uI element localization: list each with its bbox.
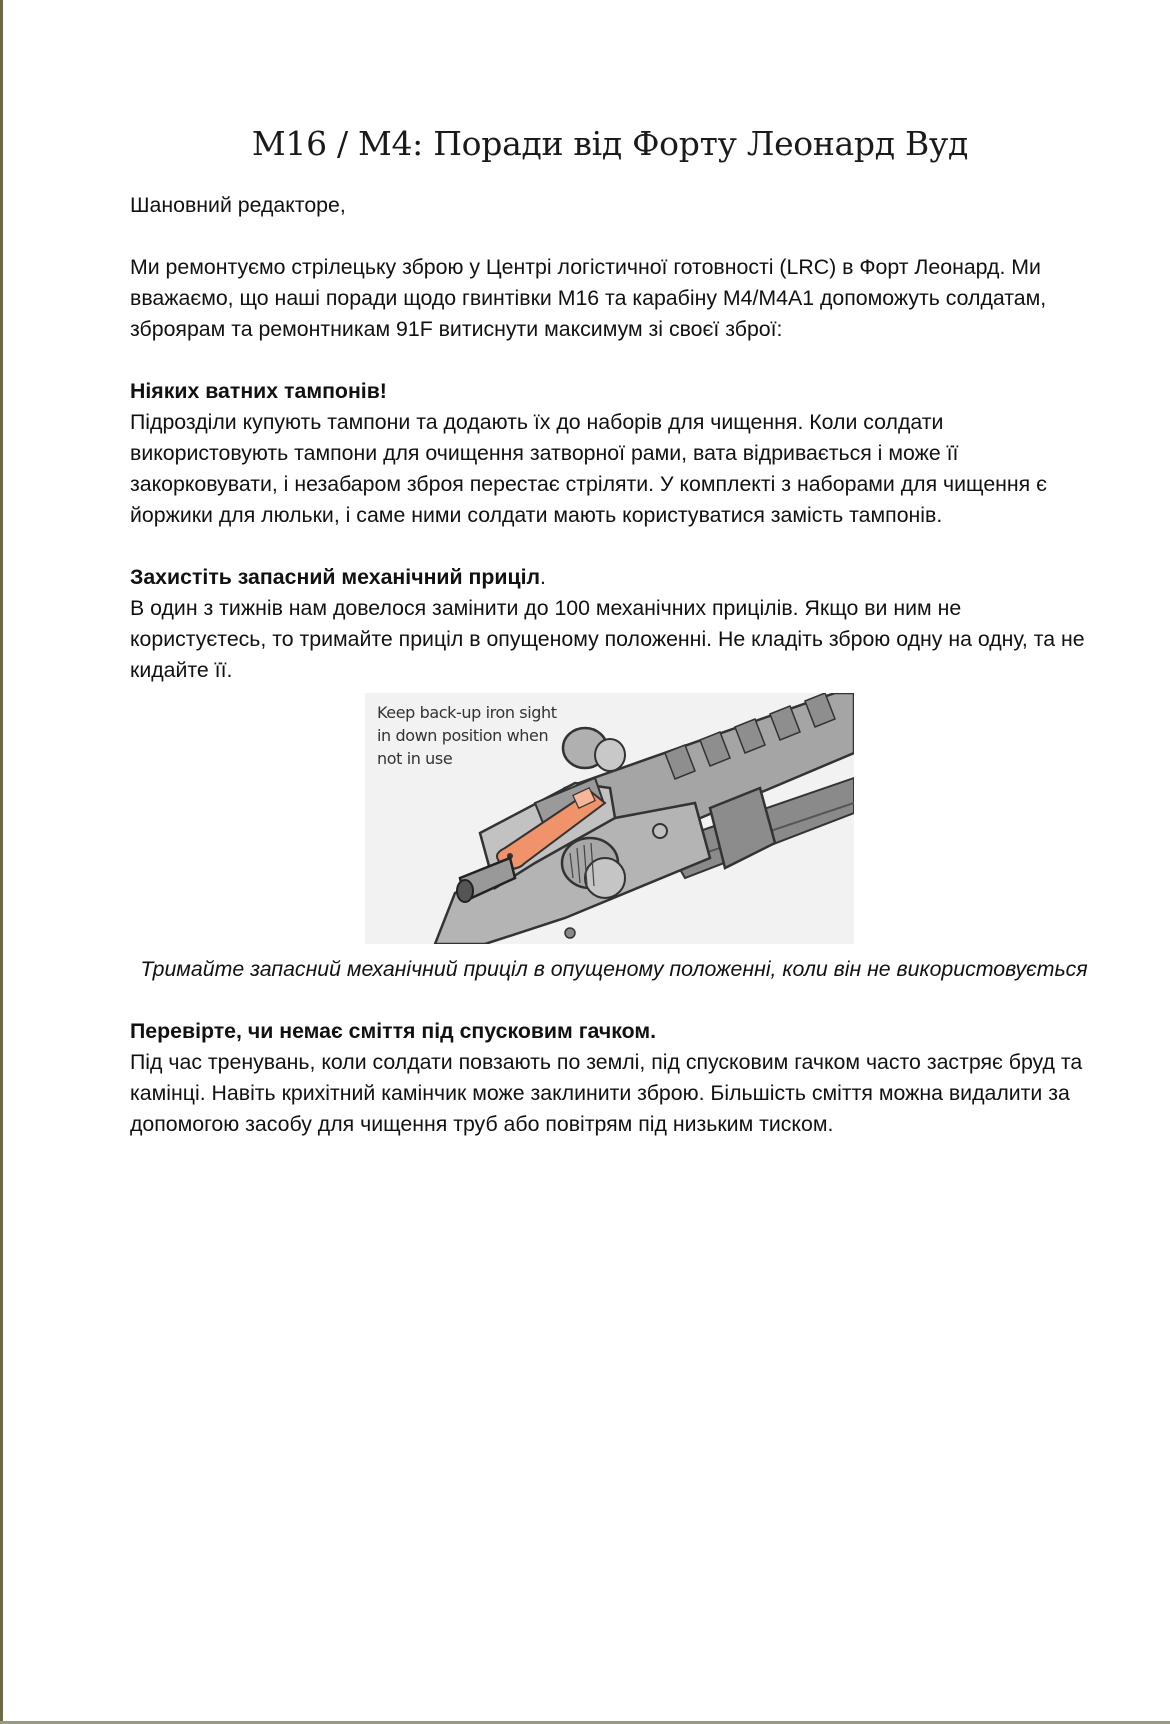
callout-line: not in use <box>377 749 453 768</box>
mount-screw <box>653 824 667 838</box>
section-body: В один з тижнів нам довелося замінити до 100 механічних прицілів. Якщо ви ним не користуєтесь, то тримайте приціл в опущеному положенні. Не кладіть зброю одну на одну, та не кидайте її. <box>130 596 1085 682</box>
section-no-cotton-swabs <box>130 376 1090 531</box>
figure-caption: Тримайте запасний механічний приціл в опущеному положенні, коли він не використовується <box>140 957 1088 981</box>
left-page-border <box>0 0 3 1724</box>
lower-screw <box>565 928 575 938</box>
document-title: M16 / M4: Поради від Форту Леонард Вуд <box>251 124 969 163</box>
iron-sight-illustration <box>365 693 854 944</box>
section-body: Підрозділи купують тампони та додають їх до наборів для чищення. Коли солдати використовують тампони для очищення затворної рами, вата відривається і може її закорковувати, і незабаром зброя перестає стріляти. У комплекті з наборами для чищення є йоржики для люльки, і саме ними солдати мають користуватися замість тампонів. <box>130 410 1048 527</box>
rear-knob-cap <box>595 739 625 771</box>
section-heading: Захистіть запасний механічний приціл <box>130 565 541 589</box>
greeting: Шановний редакторе, <box>130 193 346 217</box>
section-heading: Ніяких ватних тампонів! <box>130 379 387 403</box>
section-protect-sight <box>130 562 1090 985</box>
section-heading-suffix: . <box>540 565 546 589</box>
section-heading: Перевірте, чи немає сміття під спусковим гачком. <box>130 1019 657 1043</box>
illustration-callout <box>377 701 577 770</box>
document-page <box>130 118 1090 1140</box>
figure <box>130 693 1090 985</box>
section-body: Під час тренувань, коли солдати повзають по землі, під спусковим гачком часто застряє бруд та камінці. Навіть крихітний камінчик може заклинити зброю. Більшість сміття можна видалити за допомогою засобу для чищення труб або повітрям під низьким тиском. <box>130 1050 1083 1136</box>
callout-line: Keep back-up iron sight <box>377 703 557 722</box>
windage-knob-cap <box>585 858 625 898</box>
intro-paragraph: Ми ремонтуємо стрілецьку зброю у Центрі логістичної готовності (LRC) в Форт Леонард. Ми вважаємо, що наші поради щодо гвинтівки M16 та карабіну M4/M4A1 допоможуть солдатам, зброярам та ремонтникам 91F витиснути максимум зі своєї зброї: <box>130 255 1047 341</box>
section-trigger-debris <box>130 1016 1090 1140</box>
barrel-bore <box>457 880 473 902</box>
callout-line: in down position when <box>377 726 549 745</box>
